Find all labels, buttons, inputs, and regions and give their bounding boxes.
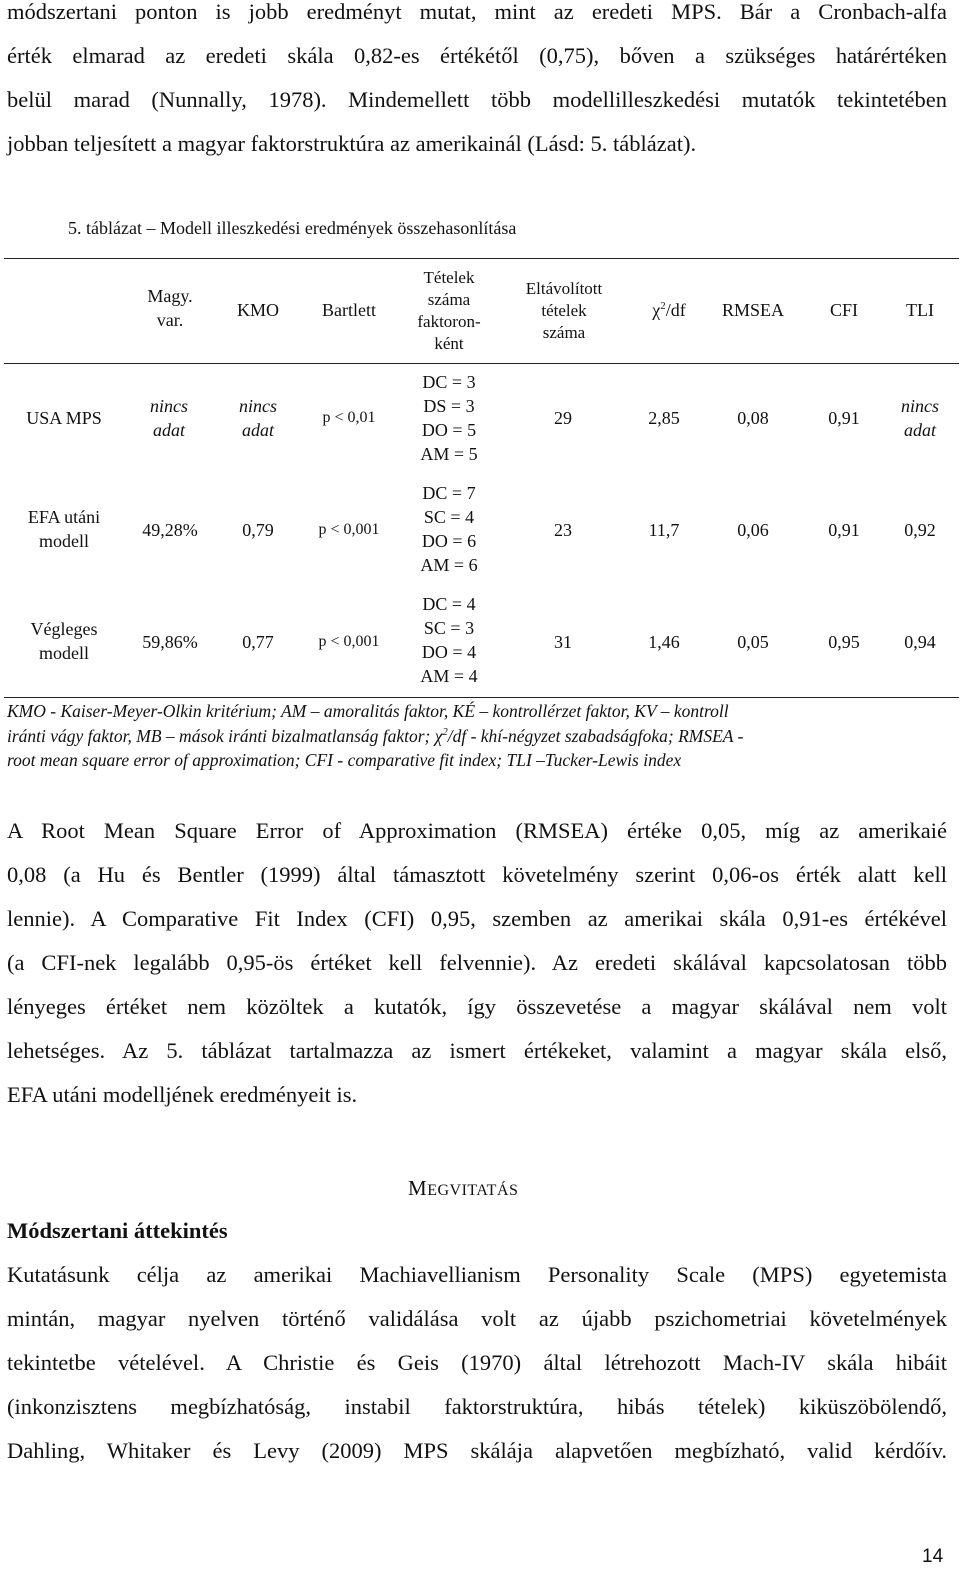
cell-text: SC = 4 xyxy=(423,507,475,527)
cell-text: adat xyxy=(903,420,936,440)
text-line: mintán, magyar nyelven történő validálása volt az újabb pszichometriai követelmények xyxy=(7,1306,947,1331)
footnote-line: KMO - Kaiser-Meyer-Olkin kritérium; AM – amoralitás faktor, KÉ – kontrollérzet faktor, KV – kontroll xyxy=(7,701,729,721)
cell-text: adat xyxy=(241,420,274,440)
header-text: száma xyxy=(427,290,471,309)
text-line: Dahling, Whitaker és Levy (2009) MPS skálája alapvetően megbízható, valid kérdőív. xyxy=(7,1438,947,1463)
cell-rmsea: 0,08 xyxy=(737,408,769,428)
header-items-per-factor xyxy=(404,267,494,355)
cell-kmo: 0,77 xyxy=(242,632,274,652)
cell-tli: 0,94 xyxy=(904,632,936,652)
cell-text: modell xyxy=(39,531,89,551)
table-bottom-rule xyxy=(4,697,959,698)
cell-rmsea: 0,05 xyxy=(737,632,769,652)
page-number: 14 xyxy=(922,1546,944,1567)
cell-cfi: 0,95 xyxy=(828,632,860,652)
header-text: ként xyxy=(434,334,464,353)
cell-mag-var: 49,28% xyxy=(142,520,198,540)
table-top-rule xyxy=(4,258,959,259)
cell-items xyxy=(404,481,494,577)
header-text: faktoron- xyxy=(417,312,481,331)
cell-text: adat xyxy=(152,420,185,440)
cell-text: DO = 4 xyxy=(421,642,477,662)
cell-text: modell xyxy=(39,643,89,663)
footnote-text: 2 xyxy=(442,726,448,738)
cell-text: DO = 5 xyxy=(421,420,477,440)
text-line: 0,08 (a Hu és Bentler (1999) által támasztott követelmény szerint 0,06-os érték alatt kell xyxy=(7,862,947,887)
text-line: lényeges értéket nem közöltek a kutatók, így összevetése a magyar skálával nem volt xyxy=(7,994,947,1019)
cell-items xyxy=(404,370,494,466)
cell-tli xyxy=(888,394,952,442)
cell-cfi: 0,91 xyxy=(828,408,860,428)
header-chi2df xyxy=(632,298,706,322)
cell-text: AM = 6 xyxy=(420,555,478,575)
cell-chi2df: 1,46 xyxy=(648,632,680,652)
table-caption: 5. táblázat – Modell illeszkedési eredmények összehasonlítása xyxy=(68,218,517,238)
section-title xyxy=(408,1176,518,1201)
cell-text: Végleges xyxy=(30,619,98,639)
subheading: Módszertani áttekintés xyxy=(7,1218,228,1243)
cell-text: AM = 4 xyxy=(420,666,478,686)
table-header-rule xyxy=(4,363,959,364)
cell-kmo: 0,79 xyxy=(242,520,274,540)
text-line: módszertani ponton is jobb eredményt mutat, mint az eredeti MPS. Bár a Cronbach-alfa xyxy=(7,0,947,24)
header-tli: TLI xyxy=(906,300,934,320)
header-text: Tételek xyxy=(423,268,475,287)
header-text: 2 xyxy=(660,300,666,312)
table-footnote xyxy=(7,699,927,773)
section-title-rest: EGVITATÁS xyxy=(427,1182,519,1199)
header-mag-var xyxy=(140,284,200,332)
cell-chi2df: 2,85 xyxy=(648,408,680,428)
header-removed-items xyxy=(508,278,620,344)
row-label-final-model xyxy=(8,617,120,665)
cell-text: DC = 3 xyxy=(422,372,476,392)
cell-mag-var: 59,86% xyxy=(142,632,198,652)
cell-text: AM = 5 xyxy=(420,444,478,464)
results-paragraph xyxy=(7,809,947,1117)
text-line: belül marad (Nunnally, 1978). Mindemellett több modellilleszkedési mutatók tekintetében xyxy=(7,87,947,112)
text-line: lennie). A Comparative Fit Index (CFI) 0,95, szemben az amerikai skála 0,91-es értékével xyxy=(7,906,947,931)
cell-chi2df: 11,7 xyxy=(648,520,680,540)
cell-cfi: 0,91 xyxy=(828,520,860,540)
cell-text: nincs xyxy=(239,396,277,416)
cell-text: nincs xyxy=(150,396,188,416)
cell-text: SC = 3 xyxy=(423,618,475,638)
row-label-efa-model xyxy=(8,505,120,553)
cell-removed: 23 xyxy=(554,520,572,540)
cell-tli: 0,92 xyxy=(904,520,936,540)
header-cfi: CFI xyxy=(829,300,858,320)
cell-rmsea: 0,06 xyxy=(737,520,769,540)
header-text: tételek xyxy=(541,301,587,320)
header-text: var. xyxy=(156,310,184,330)
text-line: lehetséges. Az 5. táblázat tartalmazza az ismert értékeket, valamint a magyar skála első, xyxy=(7,1038,947,1063)
header-text: χ xyxy=(652,300,661,320)
footnote-line: root mean square error of approximation; CFI - comparative fit index; TLI –Tucker-Lewis index xyxy=(7,750,682,770)
cell-text: DS = 3 xyxy=(423,396,475,416)
text-line: (inkonzisztens megbízhatóság, instabil faktorstruktúra, hibás tételek) kiküszöbölendő, xyxy=(7,1394,947,1419)
footnote-text: iránti vágy faktor, MB – mások iránti bizalmatlanság faktor; χ xyxy=(7,725,443,746)
text-line: érték elmarad az eredeti skála 0,82-es értékétől (0,75), bőven a szükséges határértéken xyxy=(7,43,947,68)
cell-text: DC = 7 xyxy=(422,483,476,503)
cell-bartlett: p < 0,01 xyxy=(322,409,376,426)
footnote-line xyxy=(7,724,927,749)
cell-bartlett: p < 0,001 xyxy=(318,633,380,650)
header-text: száma xyxy=(542,323,586,342)
text-line: tekintetbe vételével. A Christie és Geis (1970) által létrehozott Mach-IV skála hibáit xyxy=(7,1350,947,1375)
text-line: jobban teljesített a magyar faktorstruktúra az amerikainál (Lásd: 5. táblázat). xyxy=(7,131,697,156)
cell-text: DC = 4 xyxy=(422,594,476,614)
header-rmsea: RMSEA xyxy=(721,300,784,320)
cell-mag-var xyxy=(138,394,200,442)
cell-text: DO = 6 xyxy=(421,531,477,551)
text-line: (a CFI-nek legalább 0,95-ös értéket kell felvennie). Az eredeti skálával kapcsolatosan több xyxy=(7,950,947,975)
cell-kmo xyxy=(226,394,290,442)
row-label-usa-mps: USA MPS xyxy=(26,408,102,428)
cell-text: EFA utáni xyxy=(27,507,101,527)
cell-text: nincs xyxy=(901,396,939,416)
cell-removed: 29 xyxy=(554,408,572,428)
discussion-paragraph xyxy=(7,1253,947,1473)
section-title-initial: M xyxy=(408,1176,428,1200)
text-line: A Root Mean Square Error of Approximation (RMSEA) értéke 0,05, míg az amerikaié xyxy=(7,818,947,843)
header-bartlett: Bartlett xyxy=(322,300,376,320)
text-line: EFA utáni modelljének eredményeit is. xyxy=(7,1082,358,1107)
text-line: Kutatásunk célja az amerikai Machiavellianism Personality Scale (MPS) egyetemista xyxy=(7,1262,947,1287)
header-kmo: KMO xyxy=(236,300,279,320)
cell-items xyxy=(404,592,494,688)
cell-removed: 31 xyxy=(554,632,572,652)
header-text: Eltávolított xyxy=(525,279,603,298)
cell-bartlett: p < 0,001 xyxy=(318,521,380,538)
header-text: /df xyxy=(665,300,686,320)
intro-paragraph xyxy=(7,0,947,166)
footnote-text: /df - khí-négyzet szabadságfoka; RMSEA - xyxy=(447,725,744,746)
header-text: Magy. xyxy=(147,286,193,306)
